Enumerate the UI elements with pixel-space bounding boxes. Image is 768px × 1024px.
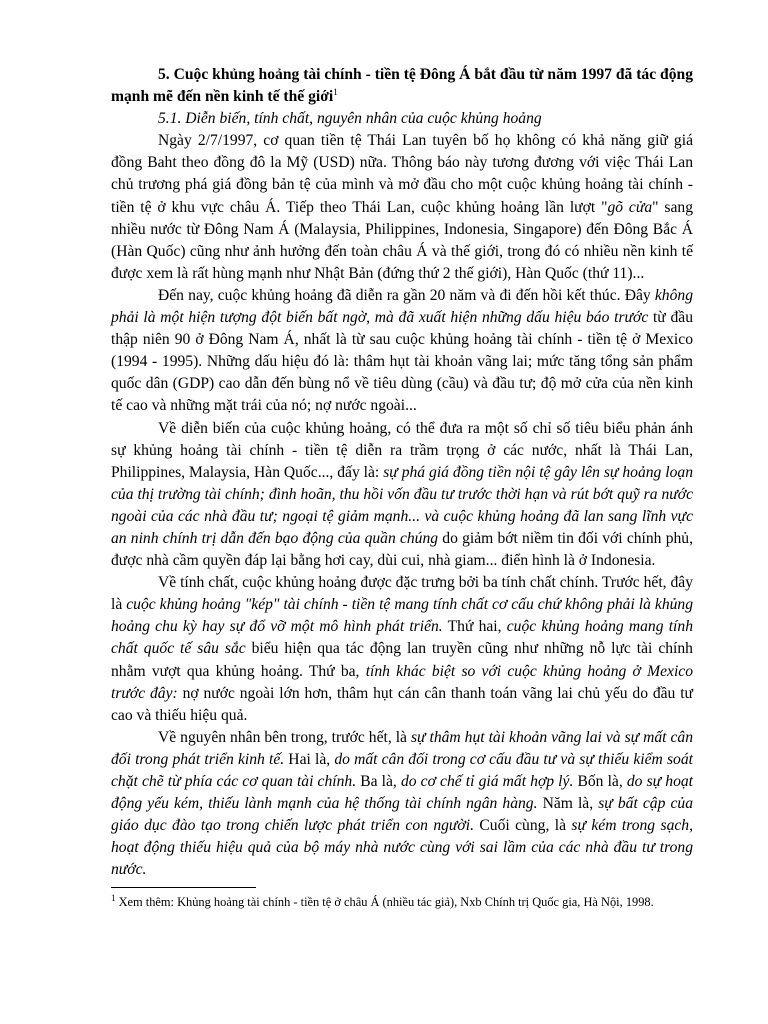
italic-run: sự phá giá đồng tiền nội tệ gây lên sự hoảng loạn của thị trường tài chính; đình hoãn, thu hồi vốn đầu tư trước thời hạn và rút bớt quỹ ra nước ngoài của các nhà đầu tư; ngoại tệ giảm mạnh... và cuộc khủng hoảng đã lan sang lĩnh vực an ninh chính trị dẫn đến bạo động của quần chúng xyxy=(111,463,693,547)
italic-run: không phải là một hiện tượng đột biến bất ngờ, mà đã xuất hiện những dấu hiệu báo trước xyxy=(111,286,693,327)
footnote-text: Xem thêm: Khủng hoảng tài chính - tiền tệ ở châu Á (nhiều tác giả), Nxb Chính trị Quốc gia, Hà Nội, 1998. xyxy=(115,895,654,910)
section-heading xyxy=(111,64,693,108)
text-run: Đến nay, cuộc khủng hoảng đã diễn ra gần 20 năm và đi đến hồi kết thúc. Đây xyxy=(158,286,655,304)
text-run: Ngày 2/7/1997, cơ quan tiền tệ Thái Lan tuyên bố họ không có khả năng giữ giá đồng Baht theo đồng đô la Mỹ (USD) nữa. Thông báo này tương đương với việc Thái Lan chủ trương phá giá đồng bản tệ của mình và mở đầu cho một cuộc khủng hoảng tài chính - tiền tệ ở khu vực châu Á. Tiếp theo Thái Lan, cuộc khủng hoảng lần lượt " xyxy=(111,132,693,216)
text-run: Năm là, xyxy=(537,795,599,813)
text-run: do giảm bớt niềm tin đối với chính phủ, được nhà cầm quyền đáp lại bằng hơi cay, dùi cui, nhà giam... điển hình là ở Indonesia. xyxy=(111,529,693,570)
italic-run: do sự hoạt động yếu kém, thiếu lành mạnh của hệ thống tài chính ngân hàng. xyxy=(111,773,693,813)
italic-run: sự bất cập của giáo dục đào tạo trong chiến lược phát triển con người. xyxy=(111,795,693,835)
text-run: Về diễn biến của cuộc khủng hoảng, có thể đưa ra một số chỉ số tiêu biểu phản ánh sự khủng hoảng tài chính - tiền tệ diễn ra trầm trọng ở các nước, nhất là Thái Lan, Philippines, Malaysia, Hàn Quốc..., đấy là: xyxy=(111,419,693,481)
text-run: Bốn là, xyxy=(573,773,627,790)
paragraph-2 xyxy=(111,285,693,418)
text-run: Cuối cùng, là xyxy=(474,817,572,835)
document-page xyxy=(111,64,693,911)
text-run: Về tính chất, cuộc khủng hoảng được đặc trưng bởi ba tính chất chính. Trước hết, đây là xyxy=(111,574,693,614)
text-run: từ đầu thập niên 90 ở Đông Nam Á, nhất là từ sau cuộc khủng hoảng tài chính - tiền tệ ở Mexico (1994 - 1995). Những dấu hiệu đó là: thâm hụt tài khoản vãng lai; mức tăng tổng sản phẩm quốc dân (GDP) cao dẫn đến bùng nổ về tiêu dùng (cầu) và đầu tư; độ mở cửa của nền kinh tế cao và những mặt trái của nó; nợ nước ngoài... xyxy=(111,309,693,415)
text-run: Ba là, xyxy=(356,773,401,790)
italic-run: cuộc khủng hoảng mang tính chất quốc tế sâu sắc xyxy=(111,618,693,658)
text-run: Thứ hai, xyxy=(442,618,507,636)
text-run: nợ nước ngoài lớn hơn, thâm hụt cán cân thanh toán vãng lai chủ yếu do đầu tư cao và thiếu hiệu quả. xyxy=(111,684,693,724)
text-run: " sang nhiều nước từ Đông Nam Á (Malaysia, Philippines, Indonesia, Singapore) đến Đông Bắc Á (Hàn Quốc) cũng như ảnh hưởng đến toàn châu Á và thế giới, trong đó có nhiều nền kinh tế được xem là rất hùng mạnh như Nhật Bản (đứng thứ 2 thế giới), Hàn Quốc (thứ 11)... xyxy=(111,198,693,282)
paragraph-3 xyxy=(111,418,693,573)
italic-run: do mất cân đối trong cơ cấu đầu tư và sự thiếu kiểm soát chặt chẽ từ phía các cơ quan tài chính. xyxy=(111,750,693,790)
italic-run: cuộc khủng hoảng "kép" tài chính - tiền tệ mang tính chất cơ cấu chứ không phải là khủng hoảng chu kỳ hay sự đổ vỡ một mô hình phát triển. xyxy=(111,596,694,636)
text-run: Hai là, xyxy=(284,750,335,768)
italic-run: do cơ chế tỉ giá mất hợp lý. xyxy=(400,773,574,790)
italic-run: sự thâm hụt tài khoản vãng lai và sự mất cân đối trong phát triển kinh tế. xyxy=(111,728,694,768)
footnote-divider xyxy=(111,887,256,888)
subsection-heading: 5.1. Diễn biến, tính chất, nguyên nhân của cuộc khủng hoảng xyxy=(158,110,542,128)
paragraph-5 xyxy=(111,727,693,882)
footnote-reference[interactable]: 1 xyxy=(333,86,338,97)
paragraph-1 xyxy=(111,130,693,285)
text-run: biểu hiện qua tác động lan truyền cũng như những nỗ lực tài chính nhằm vượt qua khủng hoảng. Thứ ba, xyxy=(111,640,693,680)
footnote xyxy=(111,890,693,911)
paragraph-4 xyxy=(111,572,693,727)
italic-run: tính khác biệt so với cuộc khủng hoảng ở Mexico trước đây: xyxy=(111,662,693,702)
section-heading-text: 5. Cuộc khủng hoảng tài chính - tiền tệ Đông Á bắt đầu từ năm 1997 đã tác động mạnh mẽ đến nền kinh tế thế giới xyxy=(111,66,693,106)
text-run: Về nguyên nhân bên trong, trước hết, là xyxy=(158,728,411,746)
footnote-mark: 1 xyxy=(111,893,116,904)
italic-run: sự kém trong sạch, hoạt động thiếu hiệu quả của bộ máy nhà nước cùng với sai lầm của các nhà đầu tư trong nước. xyxy=(111,817,693,879)
italic-run: gõ cửa xyxy=(607,198,653,216)
